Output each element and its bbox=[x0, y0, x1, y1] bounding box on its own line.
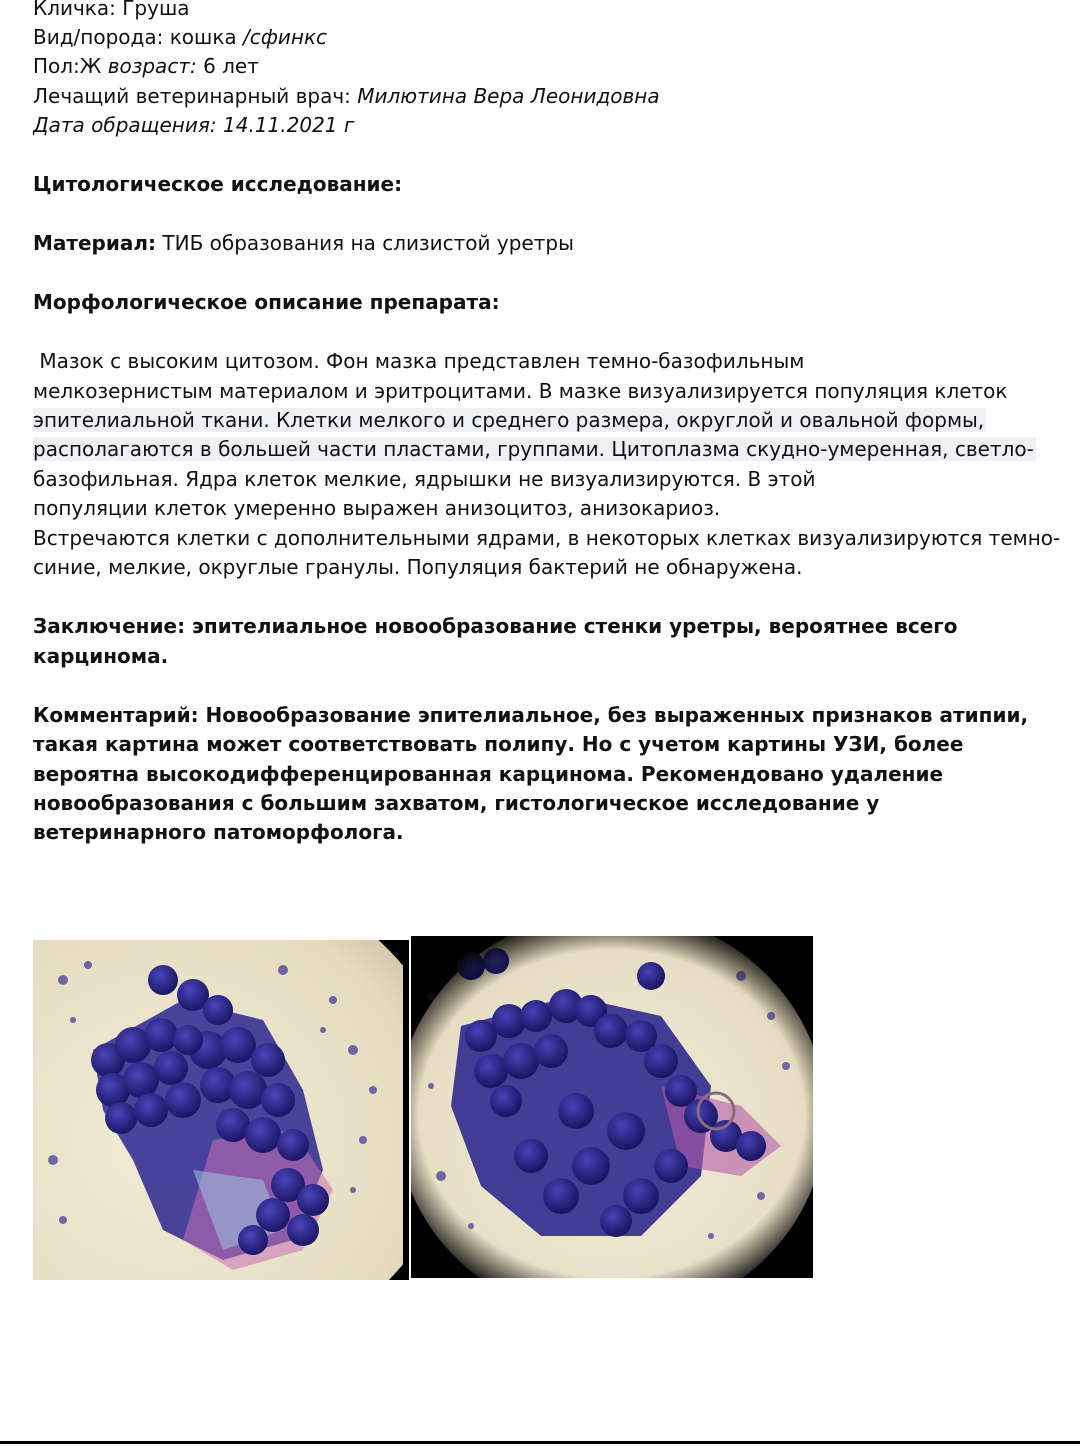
morphology-line-7: Встречаются клетки с дополнительными ядрами, в некоторых клетках визуализируются темно- bbox=[33, 526, 1061, 550]
comment-line-1: Комментарий: Новообразование эпителиальное, без выраженных признаков атипии, bbox=[33, 703, 1029, 727]
morphology-line-5: базофильная. Ядра клеток мелкие, ядрышки не визуализируются. В этой bbox=[33, 467, 816, 491]
cytology-image-right bbox=[411, 936, 813, 1278]
visit-date-line: Дата обращения: 14.11.2021 г bbox=[33, 113, 355, 137]
morphology-title: Морфологическое описание препарата: bbox=[33, 290, 500, 314]
comment-line-4: новообразования с большим захватом, гистологическое исследование у bbox=[33, 791, 880, 815]
comment-line-3: вероятна высокодифференцированная карцинома. Рекомендовано удаление bbox=[33, 762, 944, 786]
patient-species-line: Вид/порода: кошка /сфинкс bbox=[33, 25, 328, 49]
morphology-line-8: синие, мелкие, округлые гранулы. Популяция бактерий не обнаружена. bbox=[33, 555, 803, 579]
morphology-line-1: Мазок с высоким цитозом. Фон мазка представлен темно-базофильным bbox=[33, 349, 805, 373]
cytology-image-left bbox=[33, 940, 409, 1280]
morphology-line-4: располагаются в большей части пластами, группами. Цитоплазма скудно-умеренная, светло- bbox=[33, 437, 1034, 461]
comment-line-2: такая картина может соответствовать полипу. Но с учетом картины УЗИ, более bbox=[33, 732, 964, 756]
morphology-line-6: популяции клеток умеренно выражен анизоцитоз, анизокариоз. bbox=[33, 496, 721, 520]
morphology-line-2: мелкозернистым материалом и эритроцитами. В мазке визуализируется популяция клеток bbox=[33, 379, 1008, 403]
study-title: Цитологическое исследование: bbox=[33, 172, 403, 196]
patient-sex-age-line: Пол:Ж возраст: 6 лет bbox=[33, 54, 259, 78]
comment-line-5: ветеринарного патоморфолога. bbox=[33, 820, 404, 844]
material-line: Материал: ТИБ образования на слизистой уретры bbox=[33, 231, 574, 255]
patient-name-line: Кличка: Груша bbox=[33, 0, 190, 20]
bottom-border bbox=[0, 1441, 1080, 1444]
cytology-photo-right bbox=[411, 936, 813, 1278]
vet-line: Лечащий ветеринарный врач: Милютина Вера Леонидовна bbox=[33, 84, 660, 108]
conclusion-line-2: карцинома. bbox=[33, 644, 169, 668]
cytology-photo-left bbox=[33, 940, 409, 1280]
morphology-line-3: эпителиальной ткани. Клетки мелкого и среднего размера, округлой и овальной формы, bbox=[33, 408, 985, 432]
conclusion-line-1: Заключение: эпителиальное новообразование стенки уретры, вероятнее всего bbox=[33, 614, 958, 638]
